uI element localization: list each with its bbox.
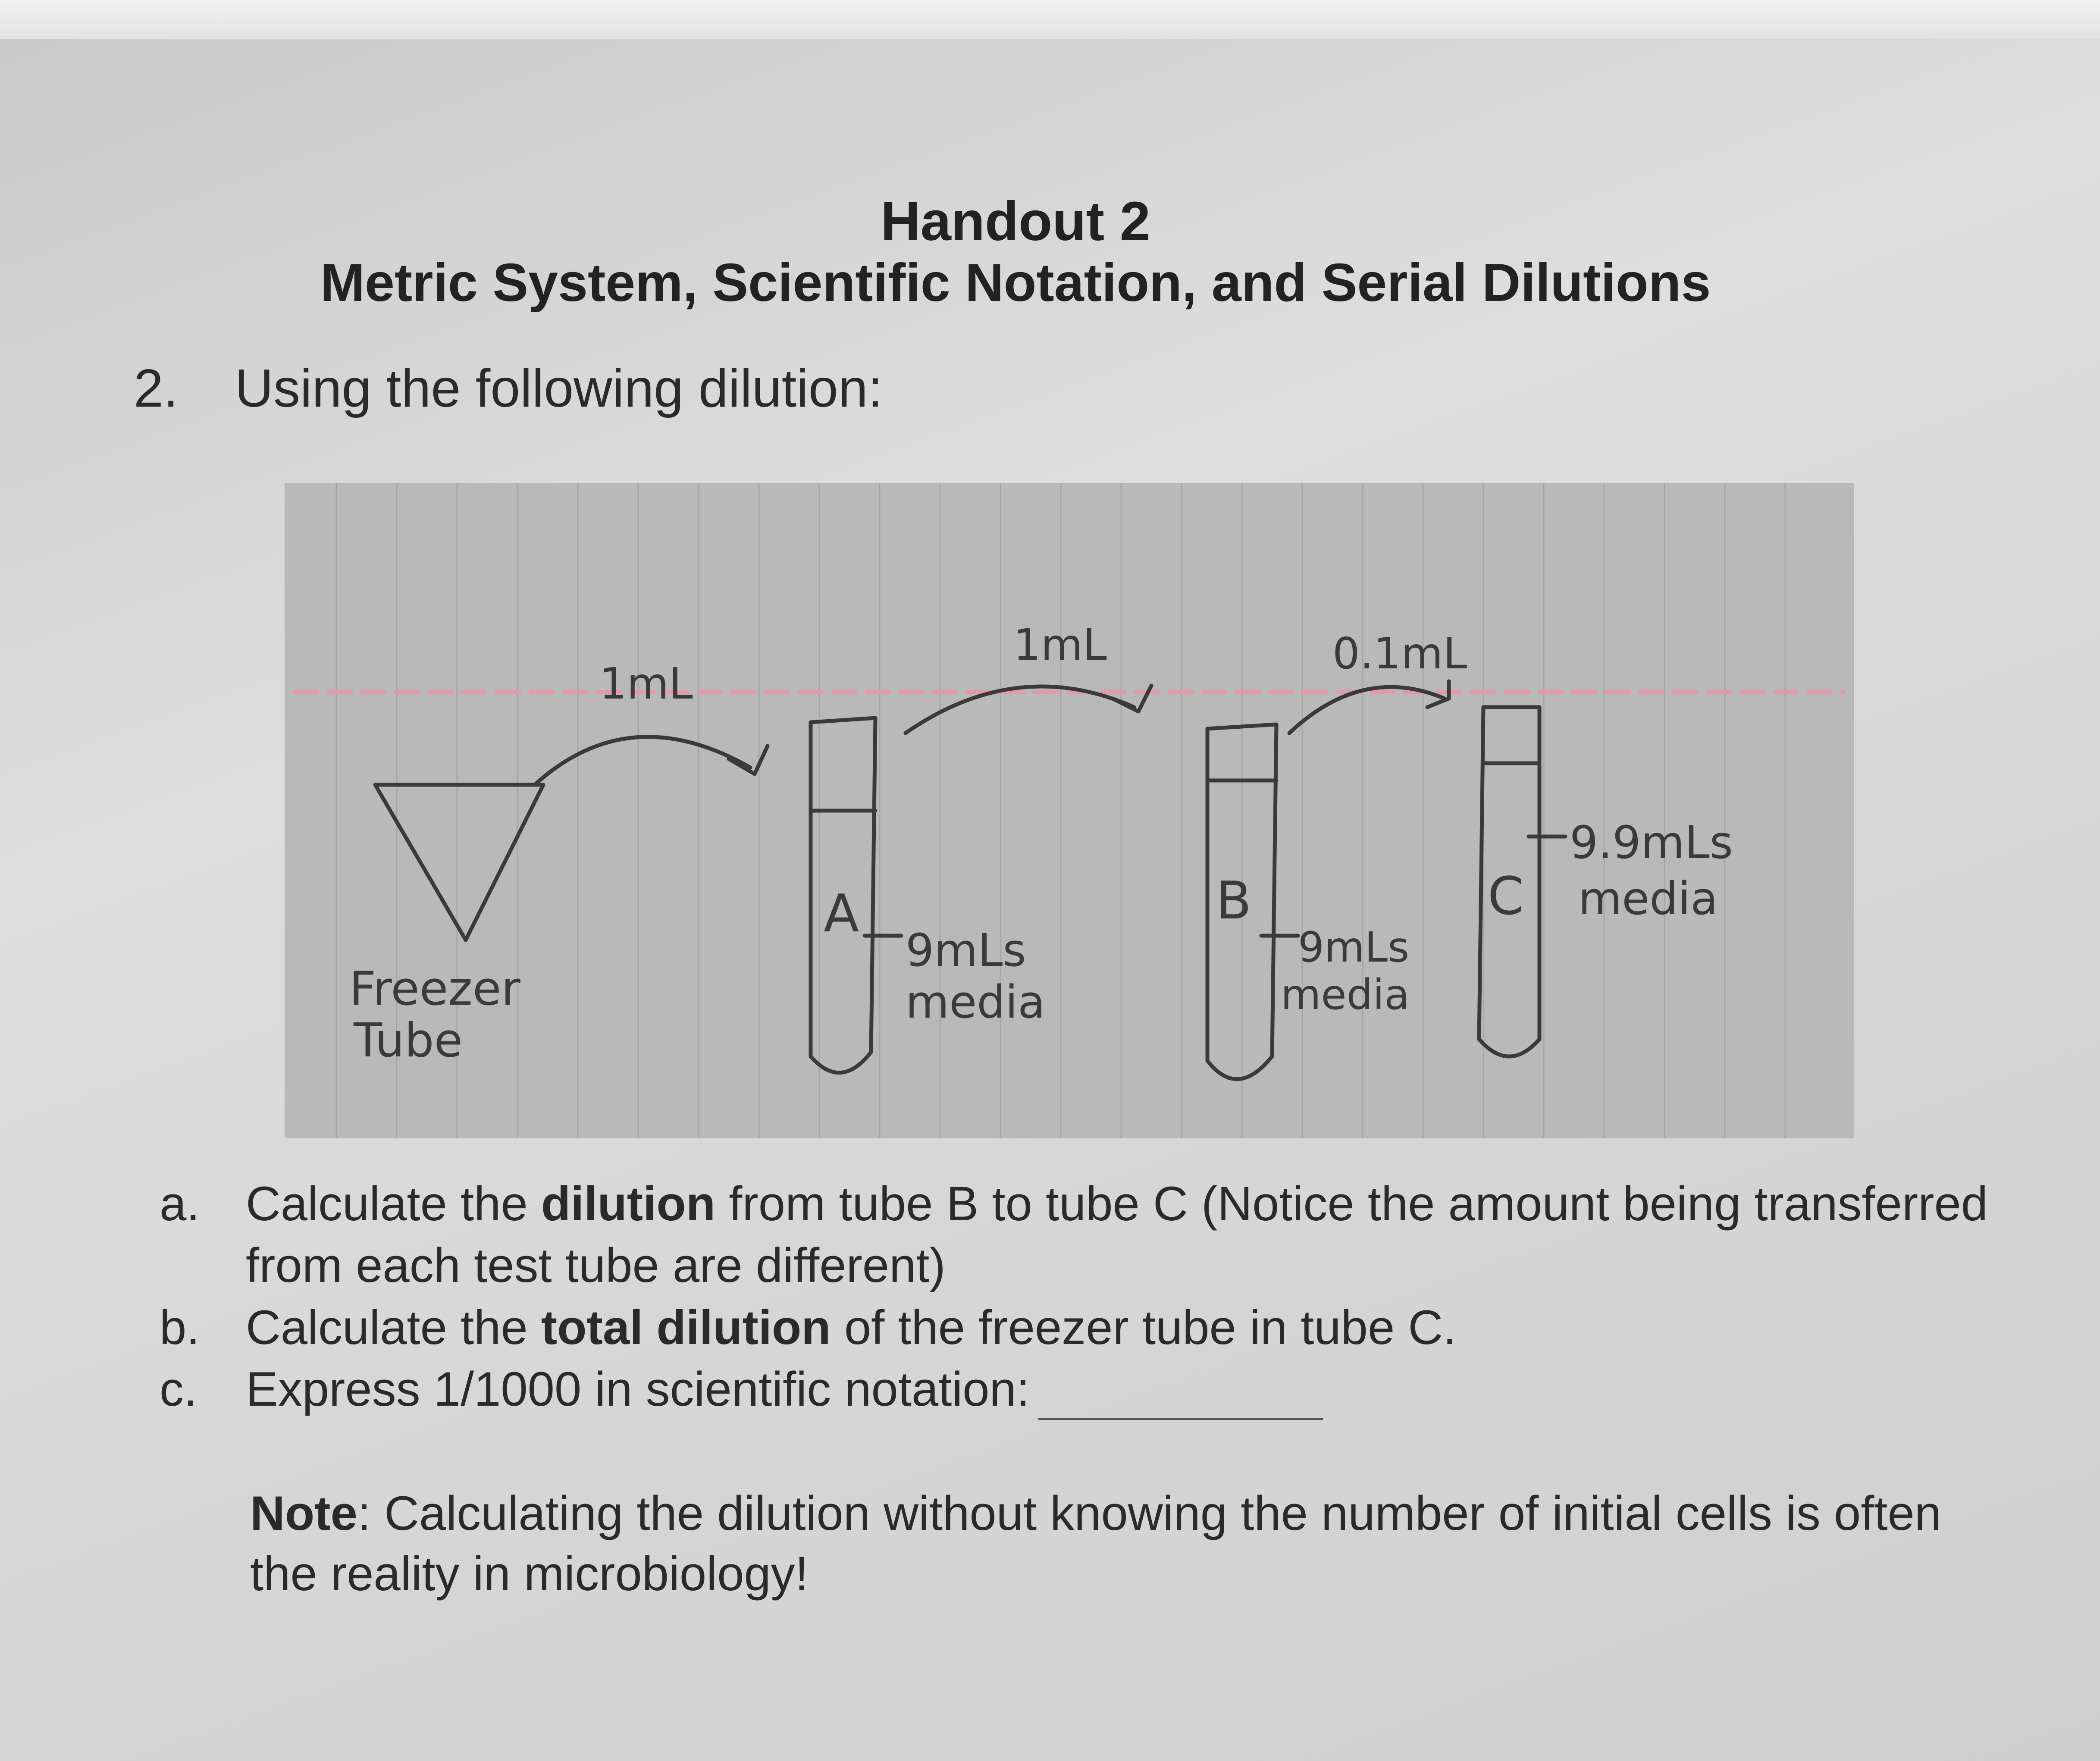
subquestion-text: from tube B to tube C (Notice the amount being transferred from each test tube are different) [246,1177,1988,1293]
transfer-label-3: 0.1mL [1332,628,1467,679]
answer-blank-line[interactable] [1038,1375,1323,1420]
subquestion-text: Calculate the [246,1300,541,1354]
tube-b-media-label: media [1281,971,1410,1019]
tube-c-label: C [1488,867,1524,927]
notebook-paper [285,483,1854,1138]
question-2 [134,358,883,419]
subquestion-letter: b. [160,1300,200,1354]
tube-c-media-label: media [1578,872,1718,925]
note-label: Note [250,1486,357,1540]
tube-a-label: A [824,884,859,944]
subquestion-bold-term: total dilution [541,1300,831,1354]
dilution-diagram [285,483,1854,1138]
subquestion-text: Calculate the [246,1177,541,1231]
freezer-tube-label-1: Freezer [349,962,520,1016]
subquestion-b [160,1297,2057,1358]
tube-a-media-volume: 9mLs [906,924,1026,977]
paper-top-edge [0,0,2100,39]
freezer-tube-label-2: Tube [354,1014,463,1068]
subquestion-letter: a. [160,1177,200,1231]
question-prompt: Using the following dilution: [235,359,883,418]
page-subtitle: Metric System, Scientific Notation, and Serial Dilutions [320,253,1711,313]
tube-b-media-volume: 9mLs [1298,923,1410,971]
tube-c-media-volume: 9.9mLs [1570,816,1733,869]
tube-b-label: B [1216,871,1252,931]
subquestion-a [160,1173,2057,1297]
subquestion-text: Express 1/1000 in scientific notation: [246,1362,1030,1416]
subquestion-letter: c. [160,1362,197,1416]
subquestion-c [160,1358,2057,1420]
subquestion-text: of the freezer tube in tube C. [831,1300,1457,1354]
note-text: : Calculating the dilution without knowing the number of initial cells is often the reality in microbiology! [250,1486,1942,1601]
subquestion-bold-term: dilution [541,1177,716,1231]
tube-a-media-label: media [906,976,1045,1028]
transfer-label-1: 1mL [599,658,693,709]
page-title: Handout 2 [881,191,1150,252]
transfer-label-2: 1mL [1013,620,1107,670]
question-number: 2. [134,359,179,418]
subquestion-list [160,1173,2057,1420]
note-paragraph [250,1483,1997,1604]
